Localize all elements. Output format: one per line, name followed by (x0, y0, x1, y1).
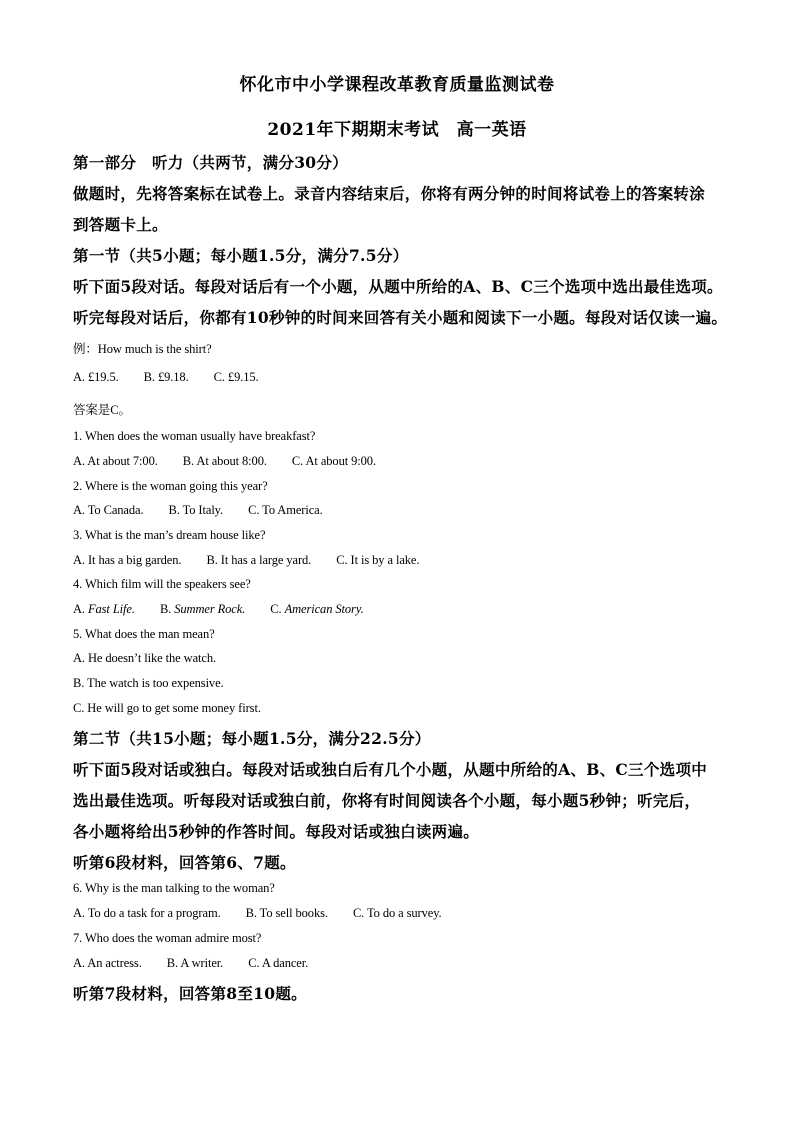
option-c-title: American Story. (284, 602, 364, 616)
material-7-heading: 听第7段材料，回答第8至10题。 (73, 984, 307, 1003)
option-c: C. It is by a lake. (336, 553, 420, 567)
part1-heading: 第一部分 听力（共两节，满分30分） (73, 153, 348, 172)
option-c: C. American Story. (270, 602, 364, 616)
question-7: 7. Who does the woman admire most? (73, 931, 262, 945)
option-c: C. £9.15. (213, 370, 259, 384)
section2-heading: 第二节（共15小题；每小题1.5分，满分22.5分） (73, 729, 431, 748)
question-4: 4. Which film will the speakers see? (73, 577, 251, 591)
option-b: B. At about 8:00. (182, 454, 267, 468)
question-5: 5. What does the man mean? (73, 627, 215, 641)
exam-subtitle: 2021年下期期末考试 高一英语 (267, 120, 527, 140)
exam-title: 怀化市中小学课程改革教育质量监测试卷 (239, 75, 555, 95)
option-b: B. It has a large yard. (206, 553, 312, 567)
question-5-option-a: A. He doesn’t like the watch. (73, 651, 217, 665)
section2-instruction-line3: 各小题将给出5秒钟的作答时间。每段对话或独白读两遍。 (73, 822, 480, 841)
option-c: C. At about 9:00. (291, 454, 376, 468)
question-5-option-b: B. The watch is too expensive. (73, 676, 224, 690)
option-b: B. £9.18. (143, 370, 189, 384)
option-b-title: Summer Rock. (174, 602, 246, 616)
example-answer: 答案是C。 (73, 403, 131, 417)
section1-heading: 第一节（共5小题；每小题1.5分，满分7.5分） (73, 246, 409, 265)
question-1-options (73, 454, 376, 469)
question-6: 6. Why is the man talking to the woman? (73, 881, 275, 895)
question-4-options (73, 602, 364, 617)
option-b: B. Summer Rock. (159, 602, 246, 616)
section2-instruction-line2: 选出最佳选项。听每段对话或独白前，你将有时间阅读各个小题，每小题5秒钟；听完后， (73, 791, 701, 810)
question-7-options (73, 956, 308, 971)
question-6-options (73, 906, 442, 921)
option-b: B. A writer. (166, 956, 224, 970)
option-b: B. To sell books. (245, 906, 328, 920)
question-1: 1. When does the woman usually have breakfast? (73, 429, 316, 443)
example-options (73, 370, 259, 385)
example-question: 例：How much is the shirt? (73, 342, 212, 356)
option-c: C. To America. (248, 503, 323, 517)
option-c: C. A dancer. (248, 956, 309, 970)
question-3: 3. What is the man’s dream house like? (73, 528, 266, 542)
section2-instruction-line1: 听下面5段对话或独白。每段对话或独白后有几个小题，从题中所给的A、B、C三个选项中 (73, 760, 708, 779)
option-a-title: Fast Life. (87, 602, 135, 616)
option-a: A. Fast Life. (73, 602, 135, 616)
option-b: B. To Italy. (168, 503, 224, 517)
option-a: A. To Canada. (73, 503, 144, 517)
option-a: A. To do a task for a program. (73, 906, 221, 920)
material-6-heading: 听第6段材料，回答第6、7题。 (73, 853, 296, 872)
question-3-options (73, 553, 419, 568)
part1-instruction-line1: 做题时，先将答案标在试卷上。录音内容结束后，你将有两分钟的时间将试卷上的答案转涂 (73, 184, 706, 203)
option-a: A. It has a big garden. (73, 553, 182, 567)
question-2-options (73, 503, 323, 518)
option-a: A. £19.5. (73, 370, 119, 384)
section1-instruction-line2: 听完每段对话后，你都有10秒钟的时间来回答有关小题和阅读下一小题。每段对话仅读一遍。 (73, 308, 728, 327)
section1-instruction-line1: 听下面5段对话。每段对话后有一个小题，从题中所给的A、B、C三个选项中选出最佳选项。 (73, 277, 723, 296)
question-2: 2. Where is the woman going this year? (73, 479, 268, 493)
option-a: A. An actress. (73, 956, 142, 970)
part1-instruction-line2: 到答题卡上。 (73, 215, 168, 234)
option-c: C. To do a survey. (352, 906, 442, 920)
option-a: A. At about 7:00. (73, 454, 158, 468)
question-5-option-c: C. He will go to get some money first. (73, 701, 261, 715)
